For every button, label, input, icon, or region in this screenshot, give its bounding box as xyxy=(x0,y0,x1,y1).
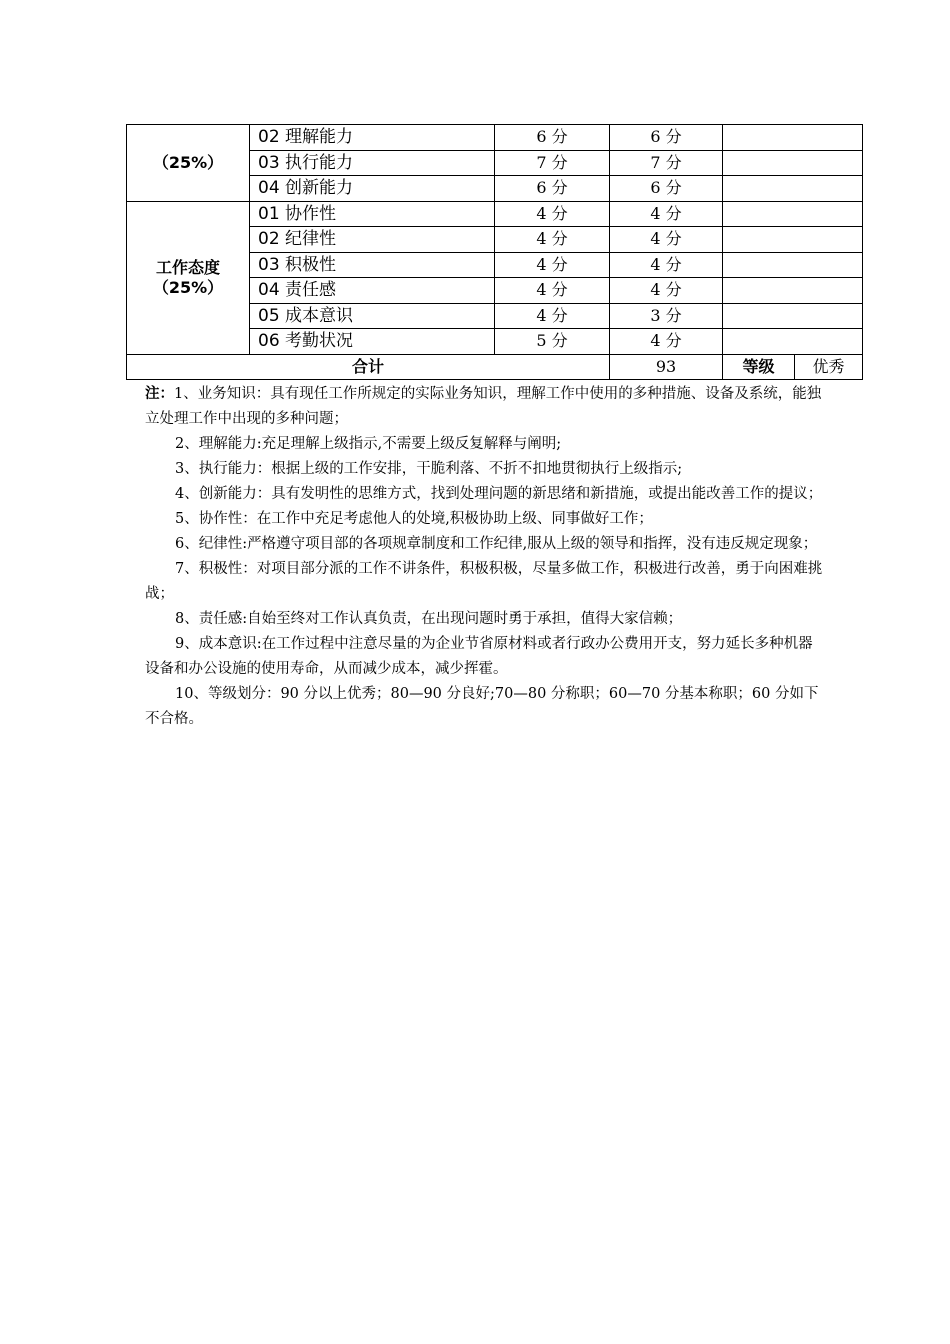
category-name: 工作态度 xyxy=(155,257,220,277)
standard-score: 4 分 xyxy=(495,201,610,227)
actual-score: 7 分 xyxy=(610,150,723,176)
item-name: 05 成本意识 xyxy=(250,303,495,329)
standard-score: 6 分 xyxy=(495,125,610,151)
note-5: 5、协作性：在工作中充足考虑他人的处境,积极协助上级、同事做好工作； xyxy=(175,511,653,527)
remark-cell xyxy=(723,201,863,227)
note-8: 8、责任感:自始至终对工作认真负责，在出现问题时勇于承担，值得大家信赖； xyxy=(175,611,683,627)
remark-cell xyxy=(723,125,863,151)
actual-score: 4 分 xyxy=(610,329,723,355)
item-name: 03 执行能力 xyxy=(250,150,495,176)
actual-score: 4 分 xyxy=(610,201,723,227)
notes-section xyxy=(145,381,825,732)
category-weight: （25%） xyxy=(152,277,224,297)
note-3: 3、执行能力：根据上级的工作安排，干脆利落、不折不扣地贯彻执行上级指示; xyxy=(175,461,683,477)
note-6: 6、纪律性:严格遵守项目部的各项规章制度和工作纪律,服从上级的领导和指挥，没有违反规定现象； xyxy=(175,536,818,552)
standard-score: 6 分 xyxy=(495,176,610,202)
item-name: 02 理解能力 xyxy=(250,125,495,151)
remark-cell xyxy=(723,303,863,329)
note-9: 9、成本意识:在工作过程中注意尽量的为企业节省原材料或者行政办公费用开支，努力延长多种机器设备和办公设施的使用寿命，从而减少成本，减少挥霍。 xyxy=(145,636,813,677)
actual-score: 3 分 xyxy=(610,303,723,329)
note-4: 4、创新能力：具有发明性的思维方式，找到处理问题的新思绪和新措施，或提出能改善工作的提议； xyxy=(175,486,823,502)
table-row xyxy=(127,201,863,227)
category-ability-cell xyxy=(127,125,250,202)
actual-score: 6 分 xyxy=(610,125,723,151)
total-row xyxy=(127,354,863,380)
remark-cell xyxy=(723,227,863,253)
note-10: 10、等级划分：90 分以上优秀；80—90 分良好;70—80 分称职；60—70 分基本称职；60 分如下不合格。 xyxy=(145,686,819,727)
actual-score: 4 分 xyxy=(610,252,723,278)
evaluation-table xyxy=(126,124,863,380)
standard-score: 4 分 xyxy=(495,303,610,329)
item-name: 02 纪律性 xyxy=(250,227,495,253)
standard-score: 4 分 xyxy=(495,252,610,278)
remark-cell xyxy=(723,176,863,202)
grade-value: 优秀 xyxy=(795,354,863,380)
item-name: 03 积极性 xyxy=(250,252,495,278)
item-name: 04 创新能力 xyxy=(250,176,495,202)
remark-cell xyxy=(723,329,863,355)
remark-cell xyxy=(723,252,863,278)
category-attitude-cell xyxy=(127,201,250,354)
standard-score: 4 分 xyxy=(495,227,610,253)
item-name: 04 责任感 xyxy=(250,278,495,304)
item-name: 06 考勤状况 xyxy=(250,329,495,355)
note-2: 2、理解能力:充足理解上级指示,不需要上级反复解释与阐明; xyxy=(175,436,562,452)
remark-cell xyxy=(723,278,863,304)
note-1: 注：1、业务知识：具有现任工作所规定的实际业务知识，理解工作中使用的多种措施、设备及系统，能独立处理工作中出现的多种问题； xyxy=(145,385,822,427)
remark-cell xyxy=(723,150,863,176)
table-row xyxy=(127,125,863,151)
category-weight: （25%） xyxy=(152,152,224,172)
total-score: 93 xyxy=(610,354,723,380)
standard-score: 5 分 xyxy=(495,329,610,355)
actual-score: 4 分 xyxy=(610,278,723,304)
actual-score: 6 分 xyxy=(610,176,723,202)
note-7: 7、积极性：对项目部分派的工作不讲条件，积极积极，尽量多做工作，积极进行改善，勇于向困难挑战； xyxy=(145,561,823,602)
total-label: 合计 xyxy=(127,354,610,380)
standard-score: 7 分 xyxy=(495,150,610,176)
item-name: 01 协作性 xyxy=(250,201,495,227)
notes-prefix: 注： xyxy=(145,385,174,402)
actual-score: 4 分 xyxy=(610,227,723,253)
grade-label: 等级 xyxy=(723,354,795,380)
standard-score: 4 分 xyxy=(495,278,610,304)
